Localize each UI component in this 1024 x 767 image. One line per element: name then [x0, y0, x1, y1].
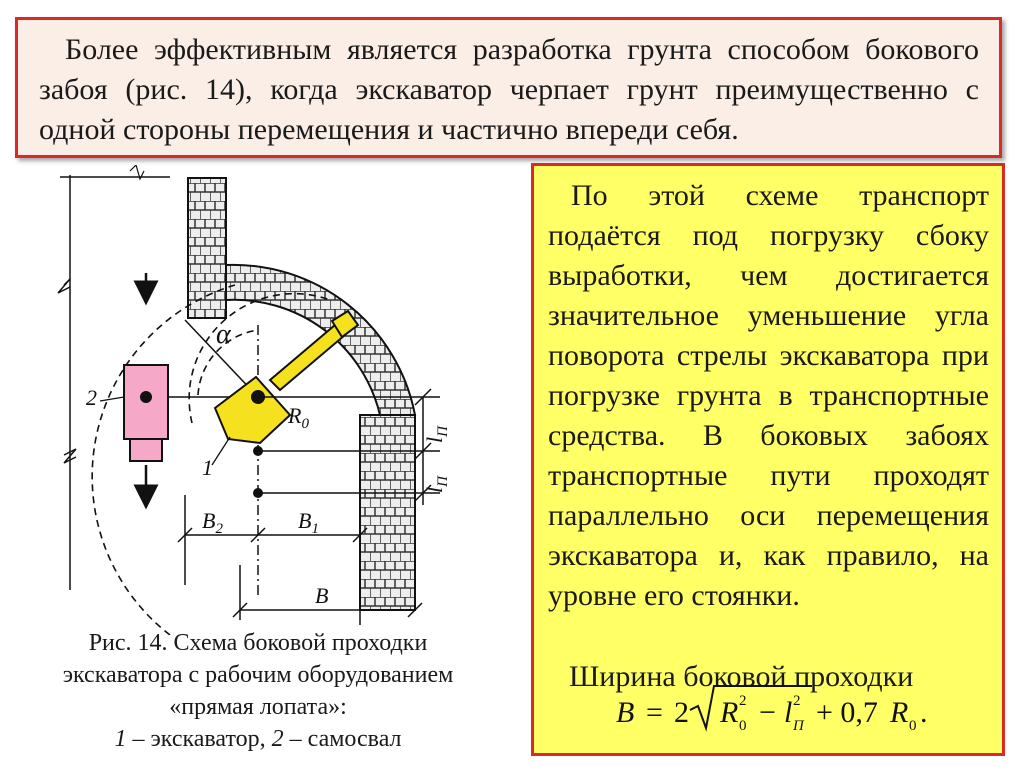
- soil-wall: [188, 178, 415, 610]
- legend-text-2: – самосвал: [283, 726, 402, 752]
- caption-line-3: «прямая лопата»:: [169, 694, 347, 720]
- svg-text:2: 2: [674, 696, 689, 729]
- svg-text:2: 2: [739, 693, 747, 709]
- svg-text:R: R: [720, 696, 739, 729]
- caption-legend: [8, 723, 508, 755]
- lp-label-lower: $l_П$: [422, 476, 451, 493]
- svg-text:B: B: [616, 696, 635, 729]
- alpha-label: α: [216, 319, 231, 350]
- legend-num-2: 2: [271, 726, 284, 752]
- excavator-number-label: 1: [202, 455, 213, 480]
- lp-label-upper: $l_П$: [422, 426, 451, 443]
- caption-line-1: Рис. 14. Схема боковой проходки: [88, 630, 428, 656]
- b2-label: $B_2$: [202, 508, 223, 537]
- width-formula: [594, 680, 994, 740]
- excavator: [215, 311, 358, 443]
- svg-text:.: .: [920, 696, 928, 729]
- svg-text:R: R: [890, 696, 909, 729]
- width-caption: Ширина боковой проходки: [569, 660, 914, 693]
- svg-text:l: l: [784, 696, 793, 729]
- r0-label: $R_0$: [288, 403, 309, 432]
- legend-num-1: 1: [114, 726, 127, 752]
- truck-number-label: 2: [86, 385, 97, 410]
- side-cut-diagram: [30, 165, 535, 635]
- intro-paragraph: Более эффективным является разработка грунта способом бокового забоя (рис. 14), когда экскаватор черпает грунт преимущественно с одной стороны перемещения и частично впереди себя.: [39, 33, 979, 146]
- explanation-panel: [531, 163, 1005, 756]
- svg-text:−: −: [759, 696, 776, 729]
- explanation-paragraph: По этой схеме транспорт подаётся под погрузку сбоку выработки, чем достигается значительное уменьшение угла поворота стрелы экскаватора при погрузке грунта в транспортные средства. В боковых забоях транспортные пути проходят параллельно оси перемещения экскаватора и, как правило, на уровне его стоянки.: [548, 179, 989, 612]
- svg-text:=: =: [646, 696, 663, 729]
- svg-text:П: П: [793, 718, 804, 734]
- b1-label: $B_1$: [298, 508, 319, 537]
- svg-text:0: 0: [909, 718, 917, 734]
- legend-text-1: – экскаватор,: [126, 726, 272, 752]
- svg-text:0: 0: [739, 718, 747, 734]
- b-label: B: [315, 583, 329, 608]
- intro-panel: [15, 17, 1002, 158]
- caption-line-2: экскаватора с рабочим оборудованием: [62, 662, 454, 688]
- figure-caption: [8, 627, 508, 755]
- svg-text:2: 2: [793, 693, 801, 709]
- dump-truck: [124, 365, 168, 461]
- svg-text:+ 0,7: + 0,7: [816, 696, 878, 729]
